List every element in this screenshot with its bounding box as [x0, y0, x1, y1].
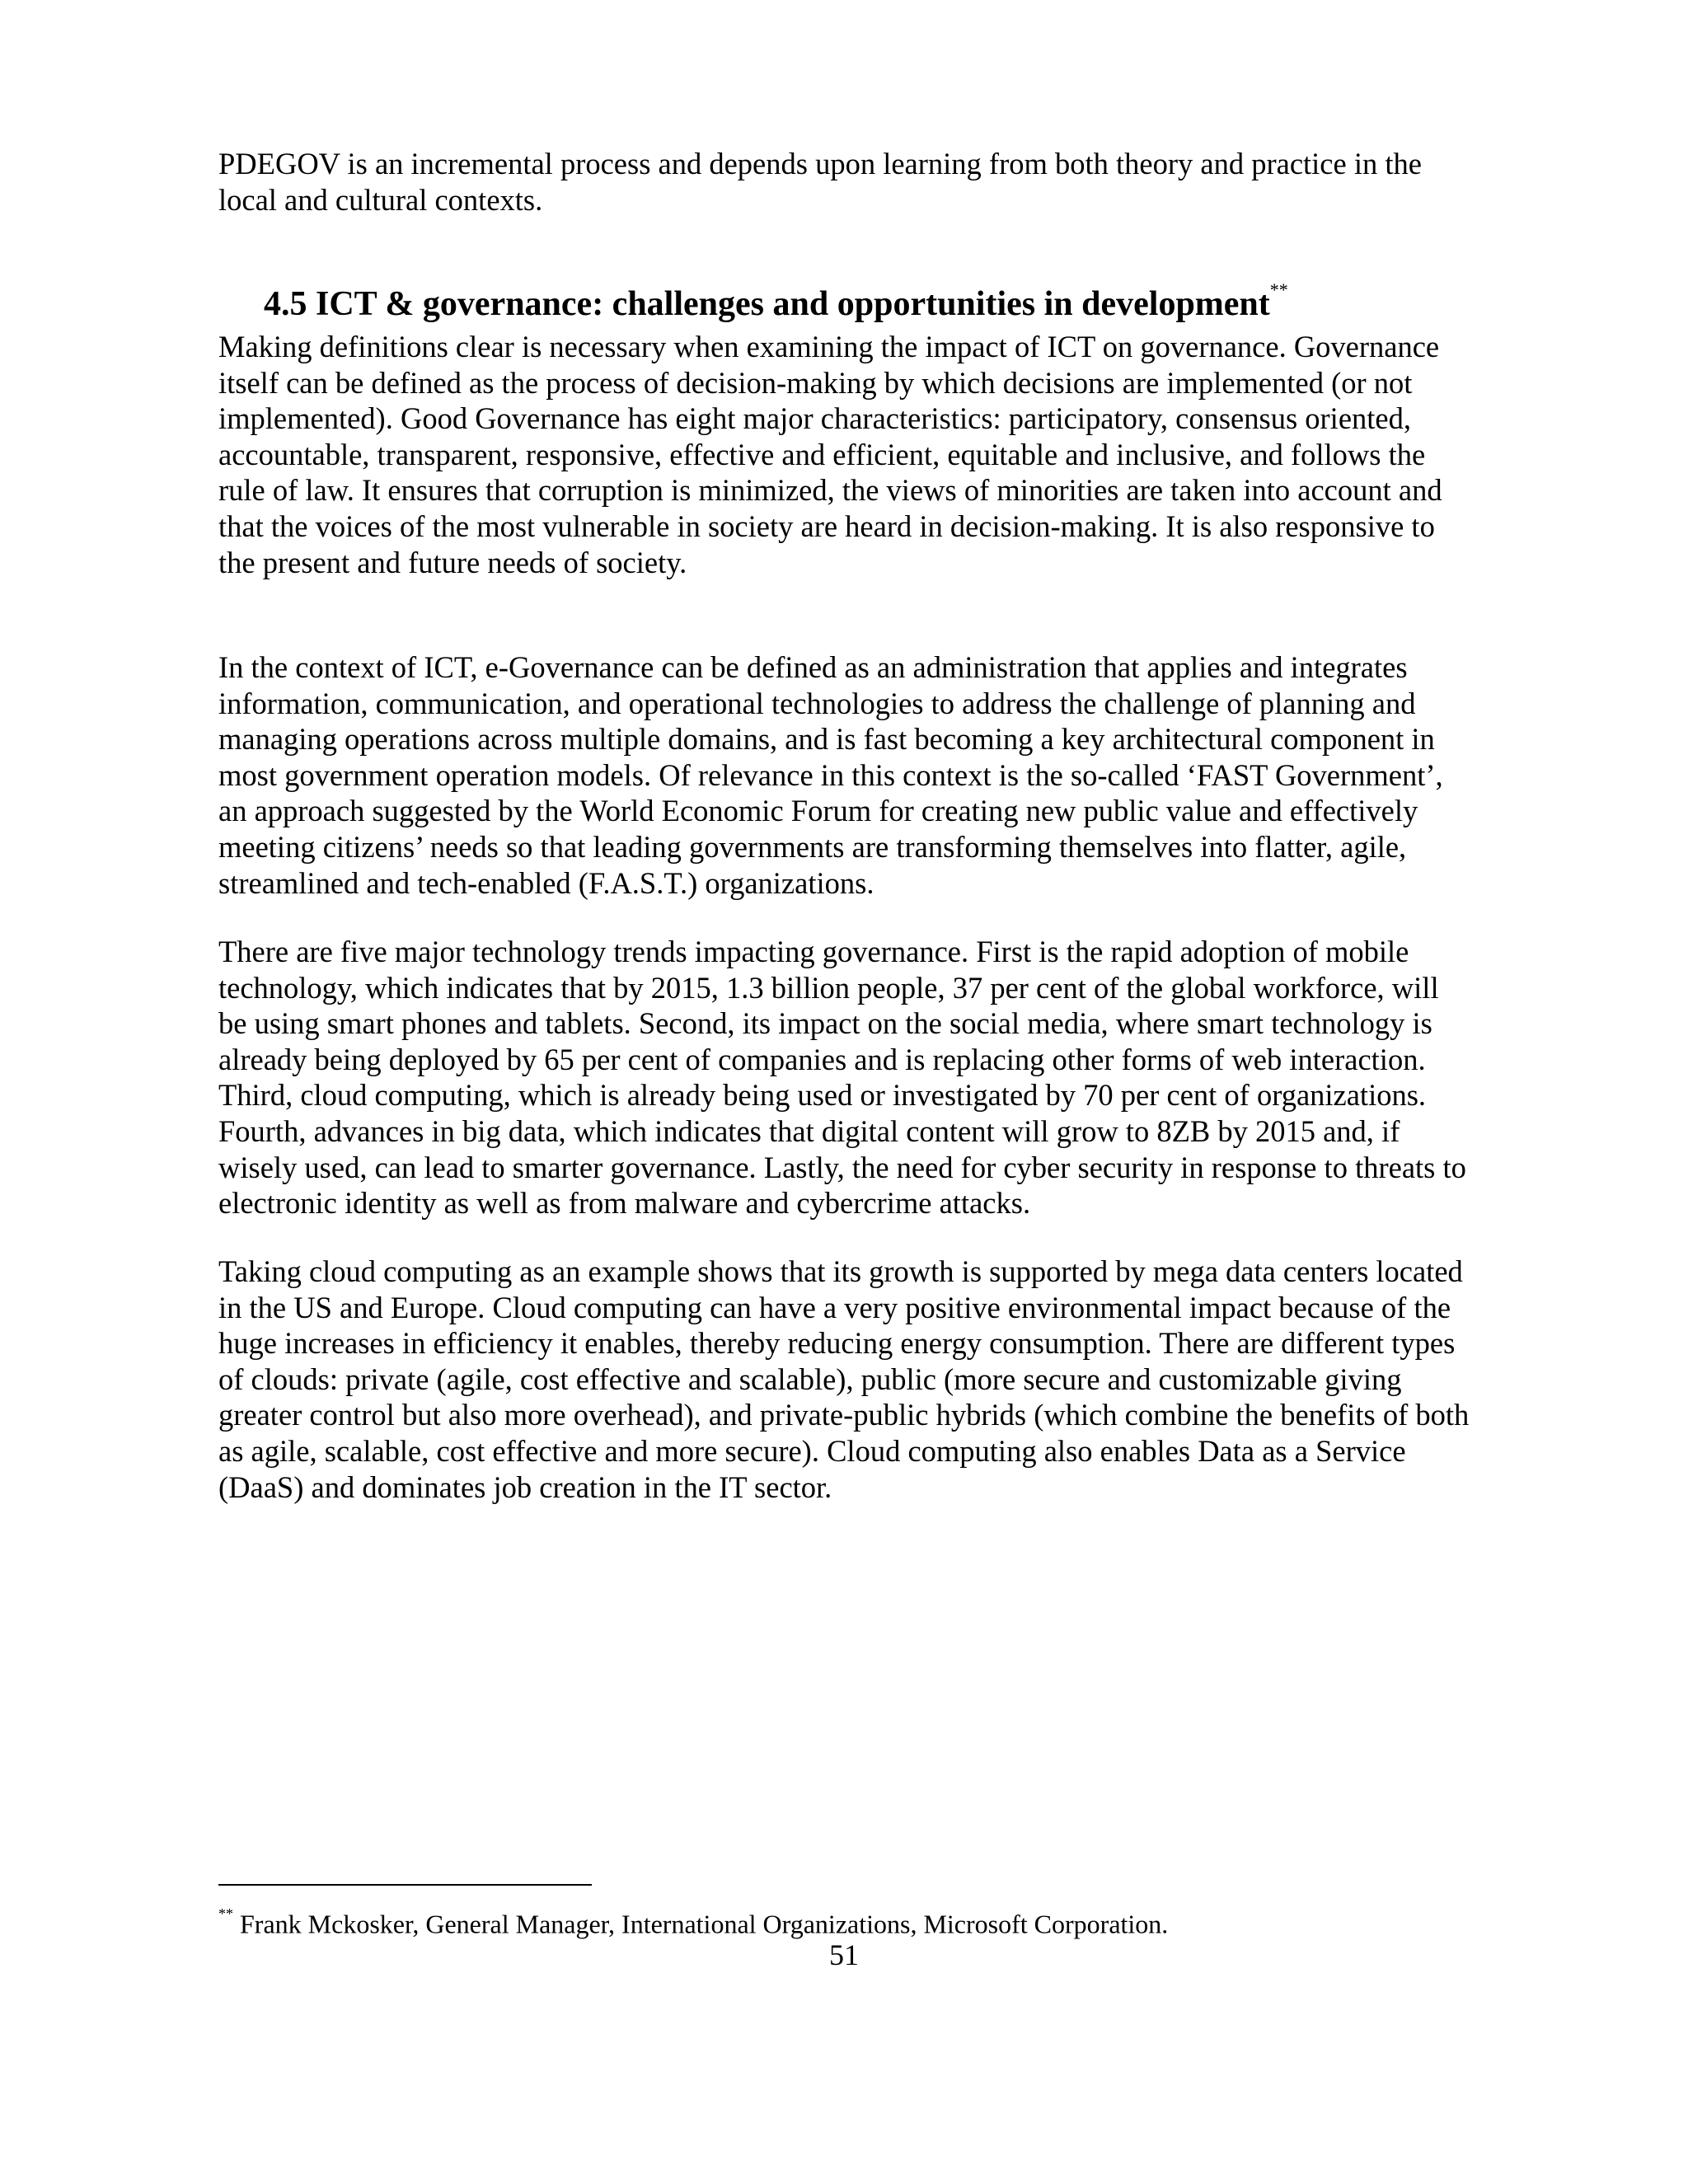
section-heading: [264, 279, 1288, 324]
page-number: 51: [829, 1938, 859, 1971]
footnote-marker: **: [218, 1905, 233, 1922]
paragraph-e-governance: In the context of ICT, e-Governance can be defined as an administration that applies and integrates information, communication, and operational technologies to address the challenge of planning and managing operations across multiple domains, and is fast becoming a key architectural component in most government operation models. Of relevance in this context is the so-called ‘FAST Government’, an approach suggested by the World Economic Forum for creating new public value and effectively meeting citizens’ needs so that leading governments are transforming themselves into flatter, agile, streamlined and tech-enabled (F.A.S.T.) organizations.: [218, 650, 1443, 900]
footnote-text: Frank Mckosker, General Manager, International Organizations, Microsoft Corporation.: [233, 1909, 1169, 1939]
heading-footnote-marker: **: [1269, 279, 1288, 300]
footnote-divider: [218, 1884, 592, 1886]
footnote: [218, 1902, 1168, 1941]
intro-paragraph: PDEGOV is an incremental process and depends upon learning from both theory and practice in the local and cultural contexts.: [218, 147, 1422, 217]
paragraph-cloud-computing: Taking cloud computing as an example shows that its growth is supported by mega data centers located in the US and Europe. Cloud computing can have a very positive environmental impact because of the huge increases in efficiency it enables, thereby reducing energy consumption. There are different types of clouds: private (agile, cost effective and scalable), public (more secure and customizable giving greater control but also more overhead), and private-public hybrids (which combine the benefits of both as agile, scalable, cost effective and more secure). Cloud computing also enables Data as a Service (DaaS) and dominates job creation in the IT sector.: [218, 1254, 1470, 1504]
section-heading-text: 4.5 ICT & governance: challenges and opportunities in development: [264, 285, 1270, 323]
paragraph-definitions: Making definitions clear is necessary when examining the impact of ICT on governance. Governance itself can be defined as the process of decision-making by which decisions are implemented (or not implemented). Good Governance has eight major characteristics: participatory, consensus oriented, accountable, transparent, responsive, effective and efficient, equitable and inclusive, and follows the rule of law. It ensures that corruption is minimized, the views of minorities are taken into account and that the voices of the most vulnerable in society are heard in decision-making. It is also responsive to the present and future needs of society.: [218, 330, 1442, 579]
paragraph-technology-trends: There are five major technology trends impacting governance. First is the rapid adoption of mobile technology, which indicates that by 2015, 1.3 billion people, 37 per cent of the global workforce, will be using smart phones and tablets. Second, its impact on the social media, where smart technology is already being deployed by 65 per cent of companies and is replacing other forms of web interaction. Third, cloud computing, which is already being used or investigated by 70 per cent of organizations. Fourth, advances in big data, which indicates that digital content will grow to 8ZB by 2015 and, if wisely used, can lead to smarter governance. Lastly, the need for cyber security in response to threats to electronic identity as well as from malware and cybercrime attacks.: [218, 935, 1466, 1221]
